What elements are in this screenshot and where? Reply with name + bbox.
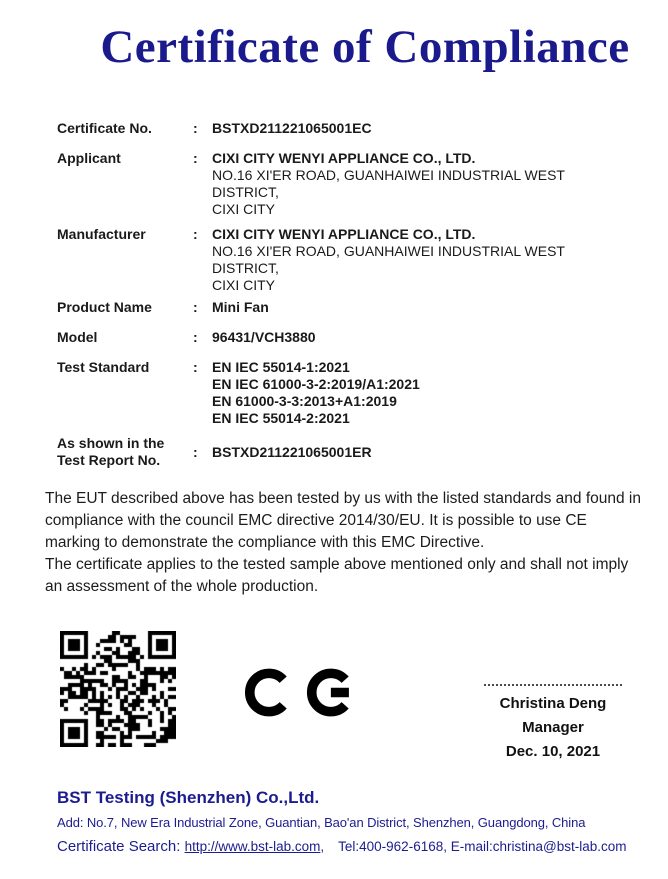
field-colon: : [193, 120, 198, 136]
field-label: Manufacturer [57, 226, 146, 242]
field-value [212, 226, 627, 294]
field-value: BSTXD211221065001EC [212, 120, 372, 136]
field-label: Test Standard [57, 359, 150, 375]
field-value: Mini Fan [212, 299, 269, 315]
applicant-address-line1: NO.16 XI'ER ROAD, GUANHAIWEI INDUSTRIAL WEST DISTRICT, [212, 167, 565, 200]
field-test-standard [57, 359, 627, 427]
certificate-search-line [57, 838, 657, 855]
signature-date: Dec. 10, 2021 [505, 743, 601, 760]
field-test-report-no [57, 435, 627, 469]
field-label: Applicant [57, 150, 121, 166]
field-product-name [57, 299, 627, 316]
lab-address: Add: No.7, New Era Industrial Zone, Guantian, Bao'an District, Shenzhen, Guangdong, China [57, 815, 586, 830]
signature-dotted-line [484, 684, 622, 686]
field-label-line2: Test Report No. [57, 452, 161, 468]
certificate-fields [57, 120, 627, 469]
applicant-name: CIXI CITY WENYI APPLIANCE CO., LTD. [212, 150, 476, 166]
search-comma: , [320, 839, 325, 854]
field-label-line1: As shown in the [57, 435, 165, 451]
statement-paragraph-2: The certificate applies to the tested sample above mentioned only and shall not imply an assessment of the whole production. [45, 556, 629, 595]
field-applicant [57, 150, 627, 218]
field-colon: : [193, 299, 198, 315]
manufacturer-address-line1: NO.16 XI'ER ROAD, GUANHAIWEI INDUSTRIAL WEST DISTRICT, [212, 243, 565, 276]
field-label [57, 435, 193, 469]
field-certificate-no [57, 120, 627, 137]
certificate-search-label: Certificate Search: [57, 838, 185, 855]
ce-mark-icon [245, 650, 352, 735]
lab-company-name: BST Testing (Shenzhen) Co.,Ltd. [57, 788, 320, 807]
standard-line: EN IEC 61000-3-2:2019/A1:2021 [212, 376, 420, 392]
field-colon: : [193, 329, 198, 345]
field-label: Product Name [57, 299, 152, 315]
signature-block [480, 684, 626, 764]
applicant-address-line2: CIXI CITY [212, 201, 276, 217]
lab-footer [57, 788, 657, 855]
standard-line: EN IEC 55014-2:2021 [212, 410, 350, 426]
manufacturer-address-line2: CIXI CITY [212, 277, 276, 293]
field-value [212, 150, 627, 218]
qr-code-icon [60, 631, 176, 747]
field-manufacturer [57, 226, 627, 294]
signatory-role: Manager [522, 719, 584, 736]
field-value [212, 359, 627, 427]
field-label: Certificate No. [57, 120, 152, 136]
field-colon: : [193, 226, 198, 242]
field-value: 96431/VCH3880 [212, 329, 316, 345]
statement-paragraph-1: The EUT described above has been tested by us with the listed standards and found in compliance with the council EMC directive 2014/30/EU. It is possible to use CE marking to demonstrate the compliance with this EMC Directive. [45, 490, 641, 551]
page-title: Certificate of Compliance [100, 21, 630, 73]
certificate-search-link[interactable]: http://www.bst-lab.com [184, 839, 321, 854]
standard-line: EN 61000-3-3:2013+A1:2019 [212, 393, 397, 409]
tel-email-text: Tel:400-962-6168, E-mail:christina@bst-lab.com [338, 839, 627, 854]
manufacturer-name: CIXI CITY WENYI APPLIANCE CO., LTD. [212, 226, 476, 242]
field-label: Model [57, 329, 98, 345]
signatory-name: Christina Deng [499, 695, 607, 712]
field-colon: : [193, 150, 198, 166]
field-colon: : [193, 443, 198, 460]
field-value: BSTXD211221065001ER [212, 443, 372, 460]
field-colon: : [193, 359, 198, 375]
compliance-statement [45, 488, 645, 598]
marks-and-signature [0, 628, 668, 788]
field-model [57, 329, 627, 346]
standard-line: EN IEC 55014-1:2021 [212, 359, 350, 375]
